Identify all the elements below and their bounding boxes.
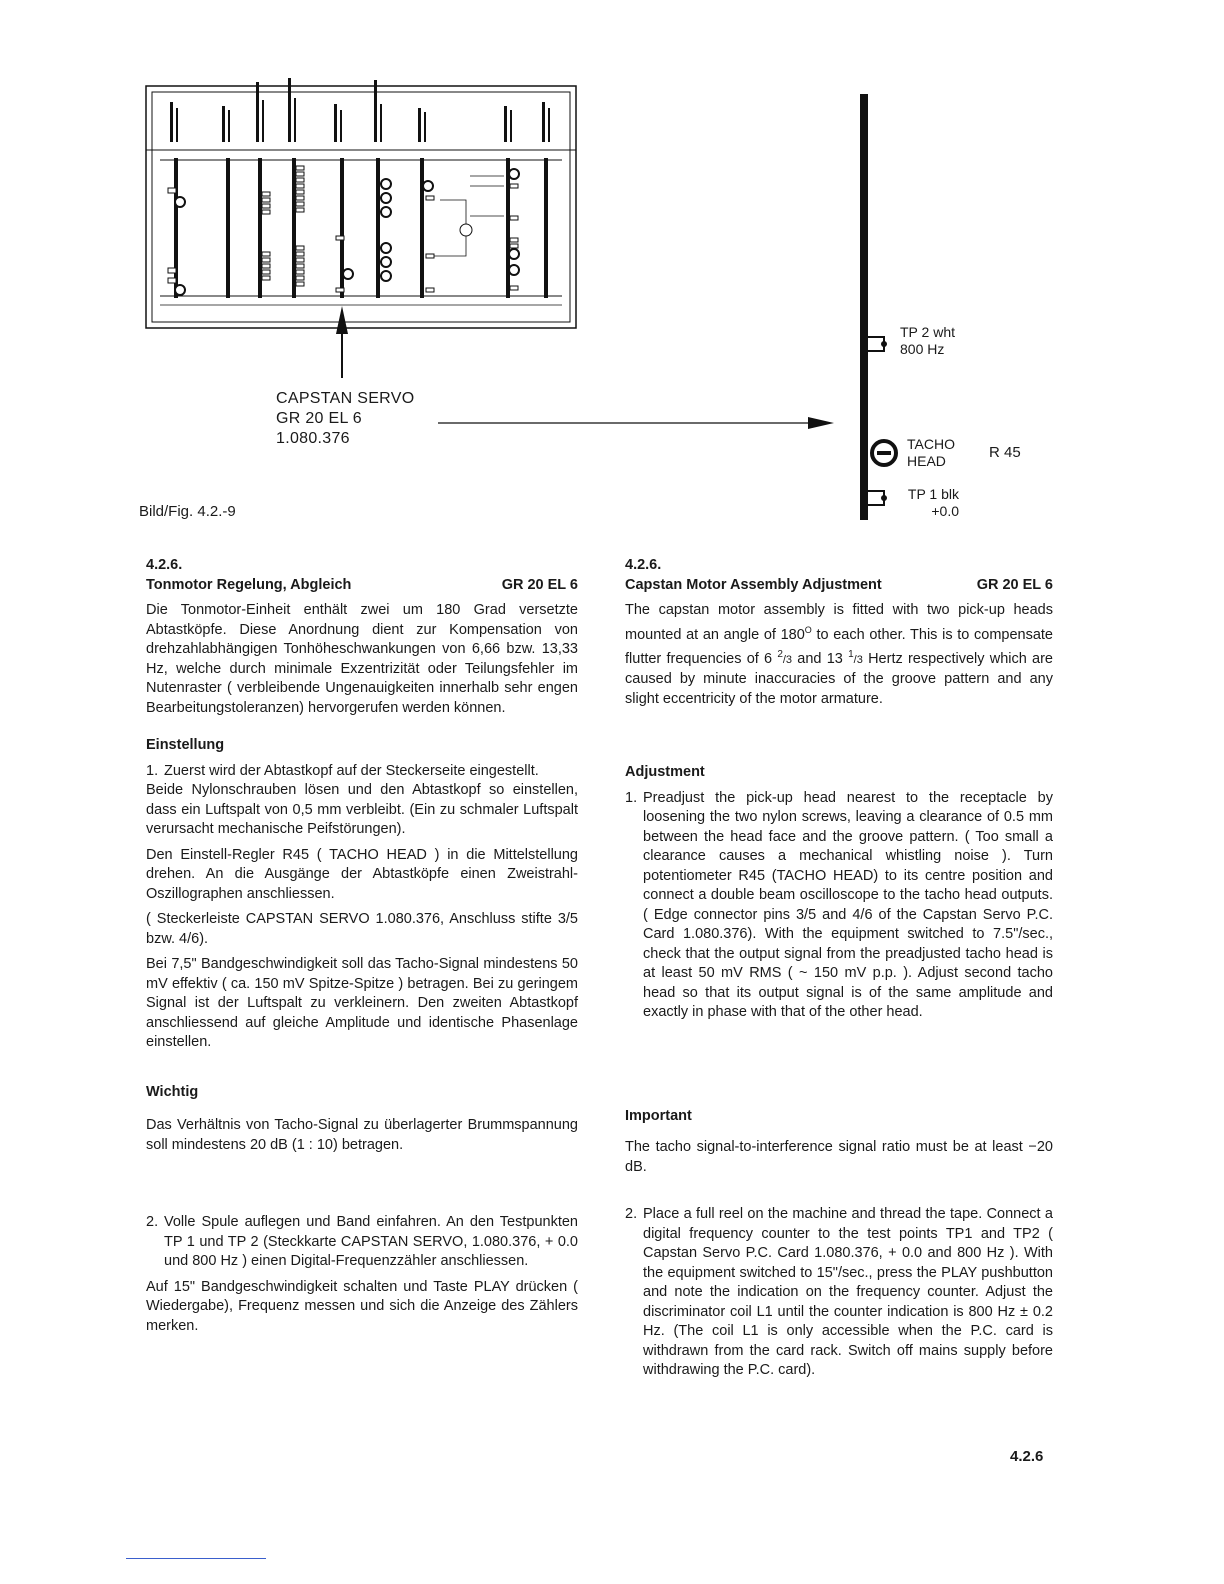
left-item-1-text: Zuerst wird der Abtastkopf auf der Steckerseite eingestellt.: [164, 762, 539, 779]
right-item-2-number: 2.: [625, 1206, 638, 1223]
right-section-code: GR 20 EL 6: [976, 576, 1053, 593]
right-item-2-text: Place a full reel on the machine and thread the tape. Connect a digital frequency counter to the test points TP1 and TP2 ( Capstan Servo P.C. Card 1.080.376, + 0.0 and 800 Hz ). With the equipment switched to 15"/sec., press the PLAY pushbutton and note the indication on the frequency counter. Adjust the discriminator coil L1 until the counter indication is 800 Hz ± 0.2 Hz. (The coil L1 is only accessible when the P.C. card is withdrawn from the card rack. Switch off mains supply before withdrawing the P.C. card).: [643, 1206, 1053, 1379]
right-item-1: [625, 789, 1053, 1023]
r45-label: R 45: [989, 444, 1021, 461]
tp1-line-1: TP 1 blk: [907, 486, 959, 502]
left-wichtig-text: Das Verhältnis von Tacho-Signal zu überlagerter Brummspannung soll mindestens 20 dB (1 : 10) betragen.: [146, 1117, 578, 1153]
left-intro: Die Tonmotor-Einheit enthält zwei um 180 Grad versetzte Abtastköpfe. Diese Anordnung dient zur Kompensation von drehzahlabhängigen Tonhöheschwankungen von 6,66 bzw. 13,33 Hz, welche durch minimale Exzentrizität oder Teilungsfehler im Nutenraster ( verbleibende Ungenauigkeiten innerhalb sehr engen Bearbeitungstoleranzen) hervorgerufen werden können.: [146, 602, 578, 716]
card-rack-diagram: [0, 0, 1224, 560]
left-item-1-c: Den Einstell-Regler R45 ( TACHO HEAD ) in die Mittelstellung drehen. An die Ausgänge der Abtastköpfe einen Zweistrahl-Oszillographen anschliessen.: [146, 846, 578, 902]
right-important-text: The tacho signal-to-interference signal ratio must be at least −20 dB.: [625, 1139, 1053, 1175]
left-item-2-number: 2.: [146, 1214, 159, 1230]
left-section-number: 4.2.6.: [146, 557, 183, 573]
fraction-1-denominator: /3: [782, 653, 793, 666]
callout-line-3: 1.080.376: [276, 430, 350, 447]
left-item-2-b: Auf 15" Bandgeschwindigkeit schalten und Taste PLAY drücken ( Wiedergabe), Frequenz messen und sich die Anzeige des Zählers merken.: [146, 1278, 578, 1334]
tp2-label: [900, 324, 955, 358]
left-item-2-text: Volle Spule auflegen und Band einfahren. An den Testpunkten TP 1 und TP 2 (Steckkarte CAPSTAN SERVO, 1.080.376, + 0.0 und 800 Hz ) einen Digital-Frequenzzähler anschliessen.: [164, 1214, 578, 1269]
right-important-heading: Important: [625, 1107, 692, 1124]
tacho-line-2: HEAD: [907, 453, 946, 469]
tp1-line-2: +0.0: [931, 503, 959, 519]
right-section-number: 4.2.6.: [625, 557, 662, 573]
power-wiring: [434, 176, 504, 256]
left-item-1-d: ( Steckerleiste CAPSTAN SERVO 1.080.376, Anschluss stifte 3/5 bzw. 4/6).: [146, 911, 578, 947]
callout-arrow: [438, 417, 834, 429]
right-item-1-text: Preadjust the pick-up head nearest to the receptacle by loosening the two nylon screws, leaving a clearance of 0.5 mm between the head face and the groove pattern. ( Too small a clearance causes a mechanical whistling noise ). Turn potentiometer R45 (TACHO HEAD) to its centre position and connect a double beam oscilloscope to the tacho head outputs. ( Edge connector pins 3/5 and 4/6 of the Capstan Servo P.C. Card 1.080.376). With the equipment switched to 7.5"/sec., check that the output signal from the preadjusted tacho head is at least 50 mV RMS ( ~ 150 mV p.p. ). Adjust second tacho head so that its output signal is of the same amplitude and exactly in phase with that of the other head.: [643, 789, 1053, 1021]
left-item-1-b: Beide Nylonschrauben lösen und den Abtastkopf so einstellen, dass ein Luftspalt von 0,5 mm verbleibt. (Ein zu schmaler Luftspalt verursacht mechanische Peifstörungen).: [146, 782, 578, 837]
right-section-heading: [625, 576, 1053, 596]
footer-rule: [126, 1558, 266, 1559]
tp2-line-2: 800 Hz: [900, 341, 945, 357]
right-section-title: Capstan Motor Assembly Adjustment: [625, 576, 882, 593]
left-column: [146, 556, 578, 1336]
page-number: 4.2.6: [1010, 1448, 1044, 1465]
fraction-2-denominator: /3: [853, 653, 863, 666]
card-detail: [860, 94, 896, 520]
left-einstellung-heading: Einstellung: [146, 737, 225, 753]
right-intro-part-d: Hertz respectively which are caused by minute inaccuracies of the groove pattern and any slight eccentricity of the motor armature.: [625, 650, 1053, 707]
right-adjustment-heading: Adjustment: [625, 764, 705, 781]
tacho-line-1: TACHO: [907, 436, 955, 452]
right-intro: [625, 601, 1053, 709]
left-section-title: Tonmotor Regelung, Abgleich: [146, 576, 352, 593]
card-label-strips: [170, 78, 550, 142]
degree-mark: O: [804, 624, 812, 635]
right-column: [625, 556, 1053, 1381]
right-item-1-number: 1.: [625, 789, 638, 806]
tp2-line-1: TP 2 wht: [900, 324, 955, 340]
card-columns: [176, 158, 546, 298]
callout-label: [276, 389, 414, 449]
tp1-label: [906, 486, 959, 520]
right-intro-part-a: The capstan motor assembly is fitted with two pick-up heads mounted at an angle of 180: [625, 602, 1053, 643]
left-item-1-number: 1.: [146, 762, 159, 779]
left-item-1: [146, 762, 578, 782]
fraction-2-numerator: 1: [848, 648, 854, 660]
callout-line-2: GR 20 EL 6: [276, 410, 363, 427]
callout-line-1: CAPSTAN SERVO: [276, 390, 415, 407]
left-item-2: [146, 1213, 578, 1272]
left-item-1-e: Bei 7,5" Bandgeschwindigkeit soll das Tacho-Signal mindestens 50 mV effektiv ( ca. 150 mV Spitze-Spitze ) betragen. Bei zu geringem Signal ist der Luftspalt zu verkleinern. Den zweiten Abtastkopf anschliessend auf gleiche Amplitude und identische Phasenlage einstellen.: [146, 956, 578, 1050]
left-section-heading: [146, 576, 578, 596]
left-section-code: GR 20 EL 6: [501, 576, 578, 593]
fraction-1-numerator: 2: [777, 648, 783, 660]
right-intro-part-c: and 13: [792, 650, 849, 667]
right-intro-part-b: to each other. This is to compensate flutter frequencies of 6: [625, 626, 1054, 667]
left-wichtig-heading: Wichtig: [146, 1083, 199, 1100]
right-item-2: [625, 1205, 1053, 1381]
tacho-head-label: [907, 436, 955, 470]
figure-caption: Bild/Fig. 4.2.-9: [139, 503, 236, 520]
pointer-arrow: [336, 306, 348, 378]
